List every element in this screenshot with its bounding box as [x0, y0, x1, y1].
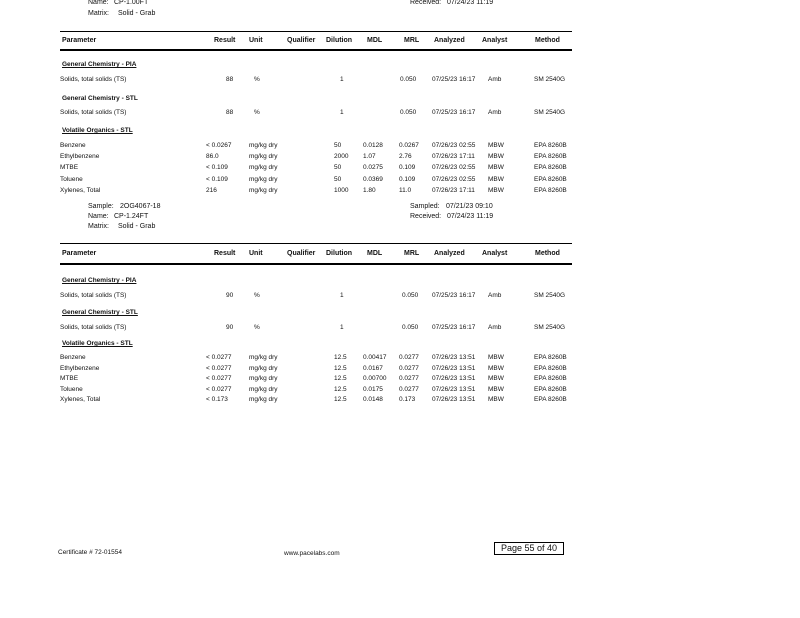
- col-mdl: MDL: [367, 37, 383, 44]
- col-result: Result: [214, 250, 236, 257]
- cell-analyst: MBW: [488, 354, 504, 361]
- block2-header-rule: [60, 263, 572, 265]
- col-analyzed: Analyzed: [434, 250, 465, 257]
- cell-unit: mg/kg dry: [249, 396, 278, 403]
- cell-mrl: 11.0: [399, 186, 412, 194]
- cell-parameter: Toluene: [60, 175, 83, 183]
- col-unit: Unit: [249, 250, 263, 257]
- cell-dilution: 12.5: [334, 375, 347, 382]
- received-value: 07/24/23 11:19: [447, 0, 494, 6]
- cell-parameter: Ethylbenzene: [60, 153, 100, 161]
- received-value: 07/24/23 11:19: [447, 213, 494, 220]
- cell-mdl: 1.07: [363, 153, 376, 161]
- cell-analyst: MBW: [488, 375, 504, 382]
- cell-analyzed: 07/26/23 17:11: [432, 153, 475, 161]
- cell-result: < 0.0277: [206, 354, 232, 361]
- col-dilution: Dilution: [326, 37, 353, 44]
- col-mrl: MRL: [404, 37, 420, 44]
- cell-parameter: Solids, total solids (TS): [60, 324, 127, 331]
- cell-analyzed: 07/25/23 16:17: [432, 109, 476, 116]
- section-title: General Chemistry - PIA: [62, 277, 137, 284]
- cell-dilution: 1: [340, 76, 344, 83]
- col-mdl: MDL: [367, 250, 383, 257]
- page-number: Page 55 of 40: [494, 542, 564, 555]
- cell-method: SM 2540G: [534, 292, 566, 299]
- cell-result: 86.0: [206, 153, 219, 161]
- cell-method: EPA 8260B: [534, 354, 567, 361]
- cell-dilution: 12.5: [334, 385, 347, 393]
- cell-parameter: MTBE: [60, 375, 79, 382]
- cell-mdl: 0.0369: [363, 175, 383, 183]
- cell-result: < 0.0277: [206, 364, 232, 372]
- block1-header-rule: [60, 49, 572, 51]
- cell-result: 216: [206, 186, 217, 194]
- cell-parameter: MTBE: [60, 164, 79, 172]
- cell-method: EPA 8260B: [534, 364, 567, 372]
- section-title: General Chemistry - PIA: [62, 61, 137, 68]
- cell-dilution: 12.5: [334, 396, 347, 403]
- cell-analyzed: 07/25/23 16:17: [432, 324, 476, 331]
- cell-parameter: Benzene: [60, 142, 86, 149]
- matrix-label: Matrix:: [88, 223, 109, 230]
- col-qualifier: Qualifier: [287, 250, 316, 257]
- cell-analyzed: 07/26/23 02:55: [432, 175, 476, 183]
- cell-analyzed: 07/26/23 02:55: [432, 164, 476, 172]
- cell-unit: %: [254, 292, 260, 299]
- cell-mrl: 0.109: [399, 175, 416, 183]
- cell-mrl: 0.0277: [399, 364, 419, 372]
- col-analyzed: Analyzed: [434, 37, 465, 44]
- cell-mrl: 0.109: [399, 164, 416, 172]
- col-result: Result: [214, 37, 236, 44]
- cell-dilution: 1: [340, 324, 344, 331]
- cell-dilution: 12.5: [334, 364, 347, 372]
- cell-method: EPA 8260B: [534, 153, 567, 161]
- cell-unit: %: [254, 76, 260, 83]
- cell-dilution: 1: [340, 292, 344, 299]
- website-link[interactable]: www.pacelabs.com: [284, 550, 340, 557]
- cell-dilution: 2000: [334, 153, 349, 161]
- cell-method: SM 2540G: [534, 109, 566, 116]
- name-value: CP-1.24FT: [114, 213, 149, 220]
- col-parameter: Parameter: [62, 250, 97, 257]
- cell-unit: mg/kg dry: [249, 153, 278, 161]
- cell-dilution: 50: [334, 175, 342, 183]
- cell-analyst: Amb: [488, 76, 502, 83]
- cell-analyzed: 07/26/23 13:51: [432, 375, 476, 382]
- cell-parameter: Solids, total solids (TS): [60, 292, 127, 299]
- col-analyst: Analyst: [482, 37, 508, 44]
- col-dilution: Dilution: [326, 250, 353, 257]
- name-label: Name:: [88, 0, 109, 6]
- cell-analyzed: 07/26/23 02:55: [432, 142, 476, 149]
- col-method: Method: [535, 250, 560, 257]
- section-title: General Chemistry - STL: [62, 95, 138, 102]
- received-label: Received:: [410, 213, 442, 220]
- matrix-label: Matrix:: [88, 10, 109, 17]
- cell-analyzed: 07/25/23 16:17: [432, 76, 476, 83]
- section-title: Volatile Organics - STL: [62, 340, 133, 347]
- cell-mrl: 0.173: [399, 396, 416, 403]
- col-method: Method: [535, 37, 560, 44]
- cell-unit: %: [254, 324, 260, 331]
- cell-result: 90: [226, 324, 234, 331]
- section-title: General Chemistry - STL: [62, 309, 138, 316]
- cell-parameter: Xylenes, Total: [60, 396, 101, 403]
- cell-method: SM 2540G: [534, 76, 566, 83]
- cell-unit: mg/kg dry: [249, 164, 278, 172]
- cell-result: < 0.0267: [206, 142, 232, 149]
- cell-mrl: 0.0277: [399, 385, 419, 393]
- cell-mrl: 0.050: [400, 109, 417, 116]
- sampled-label: Sampled:: [410, 203, 440, 210]
- sample-label: Sample:: [88, 203, 114, 210]
- cell-result: < 0.109: [206, 164, 228, 172]
- cell-analyzed: 07/26/23 13:51: [432, 354, 476, 361]
- cell-mdl: 0.00700: [363, 375, 387, 382]
- cell-analyst: MBW: [488, 153, 504, 161]
- cell-parameter: Solids, total solids (TS): [60, 109, 127, 116]
- cell-parameter: Xylenes, Total: [60, 186, 101, 194]
- sample-id: 2OG4067-18: [120, 203, 161, 210]
- cell-analyst: MBW: [488, 385, 504, 393]
- cell-analyst: MBW: [488, 142, 504, 149]
- cell-analyst: MBW: [488, 186, 504, 194]
- sampled-value: 07/21/23 09:10: [446, 203, 493, 210]
- cell-mrl: 0.0267: [399, 142, 419, 149]
- cell-unit: mg/kg dry: [249, 142, 278, 149]
- col-analyst: Analyst: [482, 250, 508, 257]
- cell-mdl: 0.0275: [363, 164, 383, 172]
- cell-method: EPA 8260B: [534, 385, 567, 393]
- cell-result: 88: [226, 109, 234, 116]
- cell-method: EPA 8260B: [534, 142, 567, 149]
- matrix-value: Solid - Grab: [118, 223, 156, 230]
- cell-unit: mg/kg dry: [249, 175, 278, 183]
- cell-analyst: MBW: [488, 364, 504, 372]
- cell-parameter: Toluene: [60, 385, 83, 393]
- cell-mrl: 0.0277: [399, 375, 419, 382]
- cell-result: 90: [226, 292, 234, 299]
- cell-analyzed: 07/26/23 13:51: [432, 396, 476, 403]
- cell-parameter: Solids, total solids (TS): [60, 76, 127, 83]
- cell-method: EPA 8260B: [534, 396, 567, 403]
- cell-unit: mg/kg dry: [249, 364, 278, 372]
- col-mrl: MRL: [404, 250, 420, 257]
- cell-analyzed: 07/26/23 17:11: [432, 186, 475, 194]
- cell-dilution: 50: [334, 164, 342, 172]
- cell-mdl: 0.0128: [363, 142, 383, 149]
- name-value: CP-1.00FT: [114, 0, 149, 6]
- cell-unit: mg/kg dry: [249, 354, 278, 361]
- cell-result: < 0.0277: [206, 375, 232, 382]
- cell-result: 88: [226, 76, 234, 83]
- cell-unit: mg/kg dry: [249, 186, 278, 194]
- cell-method: EPA 8260B: [534, 175, 567, 183]
- cell-dilution: 1: [340, 109, 344, 116]
- cell-result: < 0.109: [206, 175, 228, 183]
- cell-parameter: Ethylbenzene: [60, 364, 100, 372]
- cell-mrl: 0.0277: [399, 354, 419, 361]
- cell-analyst: Amb: [488, 292, 502, 299]
- col-unit: Unit: [249, 37, 263, 44]
- cell-mdl: 0.00417: [363, 354, 387, 361]
- cell-method: EPA 8260B: [534, 375, 567, 382]
- cell-method: SM 2540G: [534, 324, 566, 331]
- block1-top-rule: [60, 31, 572, 32]
- cell-mrl: 0.050: [400, 76, 417, 83]
- cell-parameter: Benzene: [60, 354, 86, 361]
- cell-mrl: 0.050: [402, 292, 419, 299]
- cell-result: < 0.173: [206, 396, 228, 403]
- cell-result: < 0.0277: [206, 385, 232, 393]
- cell-mdl: 1.80: [363, 186, 376, 194]
- cell-method: EPA 8260B: [534, 164, 567, 172]
- cell-mdl: 0.0167: [363, 364, 383, 372]
- cell-dilution: 50: [334, 142, 342, 149]
- cell-dilution: 12.5: [334, 354, 347, 361]
- cell-dilution: 1000: [334, 186, 349, 194]
- col-qualifier: Qualifier: [287, 37, 316, 44]
- cell-method: EPA 8260B: [534, 186, 567, 194]
- cell-analyzed: 07/26/23 13:51: [432, 385, 476, 393]
- cell-analyzed: 07/26/23 13:51: [432, 364, 476, 372]
- cell-mrl: 2.76: [399, 153, 412, 161]
- cell-mdl: 0.0175: [363, 385, 383, 393]
- cell-mrl: 0.050: [402, 324, 419, 331]
- received-label: Received:: [410, 0, 442, 6]
- cell-analyzed: 07/25/23 16:17: [432, 292, 476, 299]
- name-label: Name:: [88, 213, 109, 220]
- cell-unit: mg/kg dry: [249, 385, 278, 393]
- cell-analyst: MBW: [488, 175, 504, 183]
- cell-analyst: Amb: [488, 324, 502, 331]
- matrix-value: Solid - Grab: [118, 10, 156, 17]
- cell-analyst: Amb: [488, 109, 502, 116]
- cell-unit: %: [254, 109, 260, 116]
- cell-unit: mg/kg dry: [249, 375, 278, 382]
- certificate-number: Certificate # 72-01554: [58, 549, 122, 556]
- cell-mdl: 0.0148: [363, 396, 383, 403]
- cell-analyst: MBW: [488, 396, 504, 403]
- cell-analyst: MBW: [488, 164, 504, 172]
- block2-top-rule: [60, 243, 572, 244]
- section-title: Volatile Organics - STL: [62, 127, 133, 134]
- col-parameter: Parameter: [62, 37, 97, 44]
